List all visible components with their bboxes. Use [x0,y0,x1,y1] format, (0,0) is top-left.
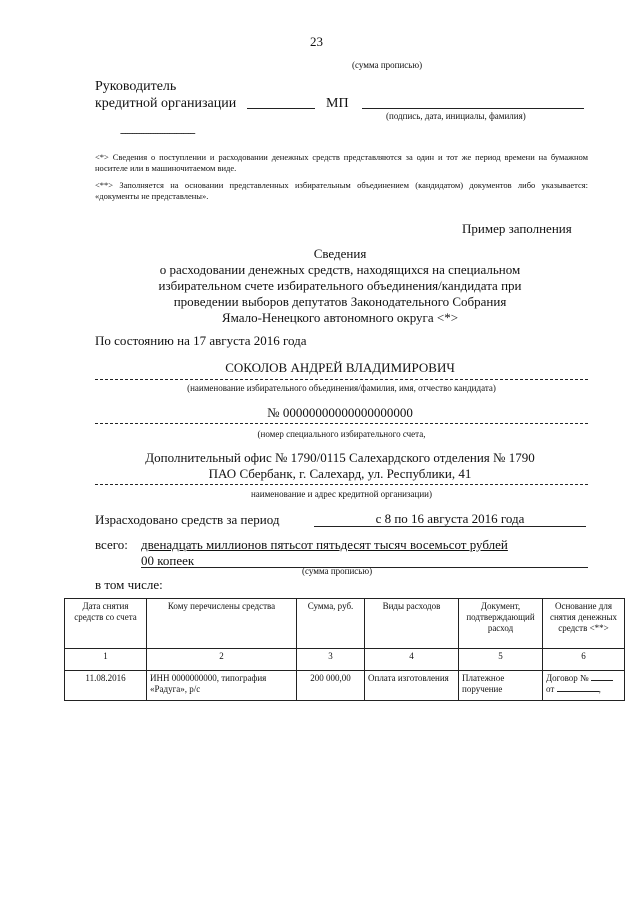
candidate-name-rule [95,379,588,380]
title-line-3: избирательном счете избирательного объединения/кандидата при [158,278,522,293]
header-recipient: Кому перечислены средства [147,599,297,649]
header-withdrawal-date: Дата снятия средств со счета [65,599,147,649]
bank-line-2: ПАО Сбербанк, г. Салехард, ул. Республики, 41 [208,466,472,481]
total-words-line-1: двенадцать миллионов пятьсот пятьдесят тысяч восемьсот рублей [141,537,508,552]
head-title-line1: Руководитель [95,79,177,94]
header-expense-type: Виды расходов [365,599,459,649]
head-title-line2: кредитной организации [95,96,237,111]
header-amount: Сумма, руб. [297,599,365,649]
basis-date-label: от [546,683,555,694]
candidate-name: СОКОЛОВ АНДРЕЙ ВЛАДИМИРОВИЧ [225,360,455,375]
signature-line [362,108,584,109]
example-label: Пример заполнения [462,221,572,236]
total-words-line-2: 00 копеек [141,553,195,568]
candidate-name-caption: (наименование избирательного объединения/фамилия, имя, отчество кандидата) [187,383,496,393]
bank-caption: наименование и адрес кредитной организации) [250,489,432,499]
including-label: в том числе: [95,577,163,592]
title-line-5: Ямало-Ненецкого автономного округа <*> [221,310,459,325]
head-signature-line [247,108,315,109]
bank-line-1: Дополнительный офис № 1790/0115 Салехардского отделения № 1790 [145,450,535,465]
col-number-1: 1 [65,649,147,671]
spent-period: с 8 по 16 августа 2016 года [375,511,525,526]
sum-caption: (сумма прописью) [302,566,373,576]
bank-rule [95,484,588,485]
footnote-2: <**> Заполняется на основании представленных избирательным объединением (кандидатом) документов либо указывается: «документы не представлены». [95,180,588,202]
account-caption: (номер специального избирательного счета, [257,429,426,439]
table-header-row [65,599,625,649]
basis-line-2: от , [546,683,601,694]
sum-in-words-caption: (сумма прописью) [352,60,423,70]
signature-caption: (подпись, дата, инициалы, фамилия) [386,111,526,121]
title-line-1: Сведения [313,246,367,261]
header-basis: Основание для снятия денежных средств <**> [543,599,625,649]
col-number-5: 5 [459,649,543,671]
total-label: всего: [95,537,128,552]
as-of-date: По состоянию на 17 августа 2016 года [95,333,307,348]
spent-label: Израсходовано средств за период [95,512,280,527]
cell-expense-type: Оплата изготовления [365,671,459,701]
cell-date: 11.08.2016 [65,671,147,701]
cell-basis [543,671,625,701]
footnote-1: <*> Сведения о поступлении и расходовании денежных средств представляются за один и тот же период времени на бумажном носителе или в машиночитаемом виде. [95,152,588,174]
cell-recipient: ИНН 0000000000, типография «Радуга», р/с [147,671,297,701]
page-number: 23 [310,34,323,49]
col-number-2: 2 [147,649,297,671]
spent-period-line [314,526,586,527]
col-number-4: 4 [365,649,459,671]
basis-contract-blank [591,680,613,681]
mp-label: МП [326,96,349,111]
footnote-rule: -------------------------------- [120,128,195,139]
title-line-4: проведении выборов депутатов Законодательного Собрания [173,294,507,309]
table-row [65,671,625,701]
cell-document: Платежное поручение [459,671,543,701]
account-number: № 00000000000000000000 [267,405,413,420]
basis-line-1 [546,673,621,684]
cell-amount: 200 000,00 [297,671,365,701]
account-number-rule [95,423,588,424]
column-number-row [65,649,625,671]
basis-contract-label: Договор № [546,673,589,683]
col-number-3: 3 [297,649,365,671]
expenses-table [64,598,625,701]
col-number-6: 6 [543,649,625,671]
header-document: Документ, подтверждающий расход [459,599,543,649]
basis-date-blank [557,691,599,692]
title-line-2: о расходовании денежных средств, находящихся на специальном [159,262,521,277]
